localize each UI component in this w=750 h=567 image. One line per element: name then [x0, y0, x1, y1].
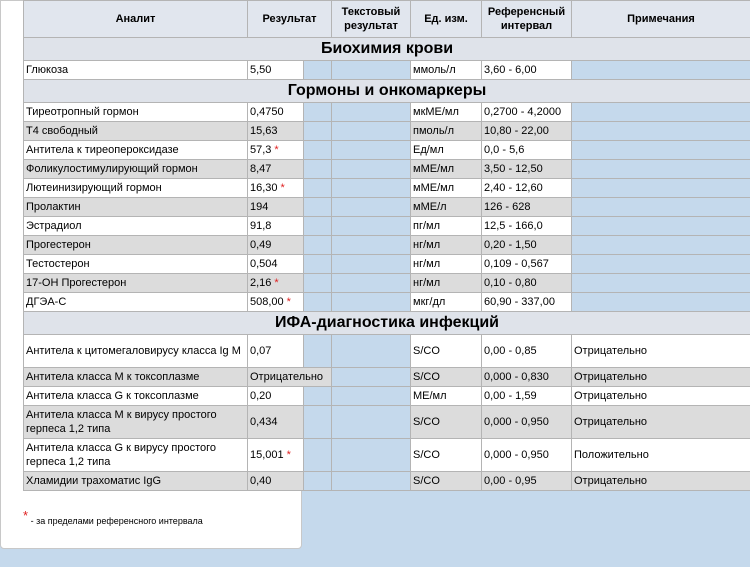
result-number: 0,504 [250, 258, 278, 270]
reference-interval: 10,80 - 22,00 [482, 122, 572, 141]
result-value [248, 179, 304, 198]
reference-interval: 12,5 - 166,0 [482, 217, 572, 236]
reference-interval: 3,50 - 12,50 [482, 160, 572, 179]
unit: мМЕ/мл [411, 179, 482, 198]
analyte-name: Эстрадиол [24, 217, 248, 236]
reference-interval: 0,10 - 0,80 [482, 274, 572, 293]
result-number: 0,20 [250, 390, 272, 402]
result-side-cell [304, 406, 332, 439]
table-header-row [24, 1, 750, 38]
result-value [248, 255, 304, 274]
text-result [332, 255, 411, 274]
out-of-range-flag: * [280, 182, 285, 194]
result-side-cell [304, 335, 332, 368]
text-result [332, 472, 411, 491]
text-result [332, 236, 411, 255]
table-row [24, 368, 750, 387]
table-row [24, 293, 750, 312]
analyte-name: Т4 свободный [24, 122, 248, 141]
reference-interval: 60,90 - 337,00 [482, 293, 572, 312]
result-value [248, 122, 304, 141]
table-row [24, 274, 750, 293]
table-row [24, 335, 750, 368]
analyte-name: Антитела класса М к токсоплазме [24, 368, 248, 387]
analyte-name: Хламидии трахоматис IgG [24, 472, 248, 491]
unit: S/CO [411, 335, 482, 368]
table-body [24, 38, 750, 491]
analyte-name: Тиреотропный гормон [24, 103, 248, 122]
result-value [248, 141, 304, 160]
text-result [332, 179, 411, 198]
section-title: Гормоны и онкомаркеры [24, 80, 750, 103]
note: Положительно [572, 439, 750, 472]
out-of-range-flag: * [274, 277, 279, 289]
note [572, 293, 750, 312]
result-number: 8,47 [250, 163, 272, 175]
footnote [23, 508, 203, 527]
result-side-cell [304, 387, 332, 406]
analyte-name: Фоликулостимулирующий гормон [24, 160, 248, 179]
result-value [248, 293, 304, 312]
note: Отрицательно [572, 335, 750, 368]
unit: S/CO [411, 472, 482, 491]
header-analyte: Аналит [24, 1, 248, 38]
text-result [332, 274, 411, 293]
result-number: 0,07 [250, 345, 272, 357]
result-value [248, 61, 304, 80]
reference-interval: 0,2700 - 4,2000 [482, 103, 572, 122]
result-side-cell [304, 274, 332, 293]
header-result: Результат [248, 1, 332, 38]
analyte-name: Прогестерон [24, 236, 248, 255]
result-value [248, 217, 304, 236]
section-header-row [24, 80, 750, 103]
section-header-row [24, 312, 750, 335]
result-side-cell [304, 472, 332, 491]
text-result [332, 103, 411, 122]
result-number: 0,40 [250, 475, 272, 487]
note: Отрицательно [572, 472, 750, 491]
note: Отрицательно [572, 368, 750, 387]
text-result [332, 368, 411, 387]
text-result [332, 335, 411, 368]
section-title: ИФА-диагностика инфекций [24, 312, 750, 335]
table-row [24, 61, 750, 80]
note: Отрицательно [572, 387, 750, 406]
note [572, 198, 750, 217]
result-side-cell [304, 217, 332, 236]
result-number: 5,50 [250, 64, 272, 76]
result-side-cell [304, 122, 332, 141]
reference-interval: 2,40 - 12,60 [482, 179, 572, 198]
text-result [332, 160, 411, 179]
reference-interval: 0,00 - 1,59 [482, 387, 572, 406]
result-number: 91,8 [250, 220, 272, 232]
reference-interval: 0,000 - 0,950 [482, 439, 572, 472]
result-value [248, 274, 304, 293]
analyte-name: Тестостерон [24, 255, 248, 274]
result-value [248, 406, 304, 439]
result-side-cell [304, 179, 332, 198]
result-number: 16,30 [250, 182, 278, 194]
unit: мМЕ/мл [411, 160, 482, 179]
reference-interval: 126 - 628 [482, 198, 572, 217]
text-result [332, 141, 411, 160]
analyte-name: ДГЭА-С [24, 293, 248, 312]
note [572, 61, 750, 80]
header-text-result: Текстовый результат [332, 1, 411, 38]
text-result [332, 122, 411, 141]
header-note: Примечания [572, 1, 750, 38]
analyte-name: Антитела класса G к токсоплазме [24, 387, 248, 406]
table-row [24, 472, 750, 491]
result-side-cell [304, 141, 332, 160]
analyte-name: Глюкоза [24, 61, 248, 80]
result-value [248, 472, 304, 491]
header-unit: Ед. изм. [411, 1, 482, 38]
reference-interval: 0,000 - 0,830 [482, 368, 572, 387]
table-row [24, 387, 750, 406]
result-value [248, 236, 304, 255]
result-number: 508,00 [250, 296, 284, 308]
table-row [24, 160, 750, 179]
reference-interval: 0,00 - 0,85 [482, 335, 572, 368]
out-of-range-flag: * [274, 144, 279, 156]
result-value [248, 198, 304, 217]
unit: S/CO [411, 439, 482, 472]
reference-interval: 3,60 - 6,00 [482, 61, 572, 80]
unit: мкМЕ/мл [411, 103, 482, 122]
text-result [332, 406, 411, 439]
result-value [248, 439, 304, 472]
unit: пг/мл [411, 217, 482, 236]
unit: S/CO [411, 406, 482, 439]
results-table [23, 0, 750, 491]
analyte-name: Лютеинизирующий гормон [24, 179, 248, 198]
result-number: 2,16 [250, 277, 272, 289]
table-row [24, 217, 750, 236]
reference-interval: 0,00 - 0,95 [482, 472, 572, 491]
reference-interval: 0,20 - 1,50 [482, 236, 572, 255]
footnote-star: * [23, 508, 29, 523]
analyte-name: Антитела класса М к вирусу простого герпеса 1,2 типа [24, 406, 248, 439]
note [572, 217, 750, 236]
result-number: 194 [250, 201, 269, 213]
result-side-cell [304, 293, 332, 312]
text-result [332, 439, 411, 472]
result-value [248, 368, 332, 387]
result-number: 15,63 [250, 125, 278, 137]
unit: мкг/дл [411, 293, 482, 312]
table-row [24, 179, 750, 198]
table-row [24, 141, 750, 160]
note: Отрицательно [572, 406, 750, 439]
reference-interval: 0,000 - 0,950 [482, 406, 572, 439]
result-side-cell [304, 198, 332, 217]
result-value [248, 103, 304, 122]
analyte-name: Антитела класса G к вирусу простого герпеса 1,2 типа [24, 439, 248, 472]
footnote-text: - за пределами референсного интервала [30, 516, 203, 526]
text-result [332, 293, 411, 312]
note [572, 122, 750, 141]
unit: МЕ/мл [411, 387, 482, 406]
unit: нг/мл [411, 274, 482, 293]
unit: Ед/мл [411, 141, 482, 160]
result-number: 15,001 [250, 449, 284, 461]
note [572, 141, 750, 160]
text-result [332, 61, 411, 80]
unit: нг/мл [411, 255, 482, 274]
reference-interval: 0,109 - 0,567 [482, 255, 572, 274]
text-result [332, 217, 411, 236]
analyte-name: Антитела к цитомегаловирусу класса Ig M [24, 335, 248, 368]
note [572, 179, 750, 198]
table-row [24, 406, 750, 439]
reference-interval: 0,0 - 5,6 [482, 141, 572, 160]
note [572, 160, 750, 179]
result-value [248, 160, 304, 179]
out-of-range-flag: * [286, 449, 291, 461]
result-side-cell [304, 103, 332, 122]
analyte-name: 17-ОН Прогестерон [24, 274, 248, 293]
unit: S/CO [411, 368, 482, 387]
section-header-row [24, 38, 750, 61]
header-reference: Референсный интервал [482, 1, 572, 38]
note [572, 103, 750, 122]
analyte-name: Пролактин [24, 198, 248, 217]
result-value [248, 335, 304, 368]
result-number: Отрицательно [250, 371, 324, 383]
out-of-range-flag: * [286, 296, 291, 308]
result-number: 57,3 [250, 144, 272, 156]
result-side-cell [304, 61, 332, 80]
result-side-cell [304, 236, 332, 255]
table-row [24, 255, 750, 274]
result-number: 0,4750 [250, 106, 284, 118]
unit: нг/мл [411, 236, 482, 255]
note [572, 255, 750, 274]
result-side-cell [304, 255, 332, 274]
text-result [332, 198, 411, 217]
analyte-name: Антитела к тиреопероксидазе [24, 141, 248, 160]
text-result [332, 387, 411, 406]
section-title: Биохимия крови [24, 38, 750, 61]
result-number: 0,49 [250, 239, 272, 251]
table-row [24, 122, 750, 141]
result-number: 0,434 [250, 416, 278, 428]
result-value [248, 387, 304, 406]
table-row [24, 198, 750, 217]
table-row [24, 103, 750, 122]
note [572, 236, 750, 255]
table-row [24, 439, 750, 472]
result-side-cell [304, 160, 332, 179]
note [572, 274, 750, 293]
result-side-cell [304, 439, 332, 472]
unit: мМЕ/л [411, 198, 482, 217]
table-row [24, 236, 750, 255]
unit: ммоль/л [411, 61, 482, 80]
unit: пмоль/л [411, 122, 482, 141]
